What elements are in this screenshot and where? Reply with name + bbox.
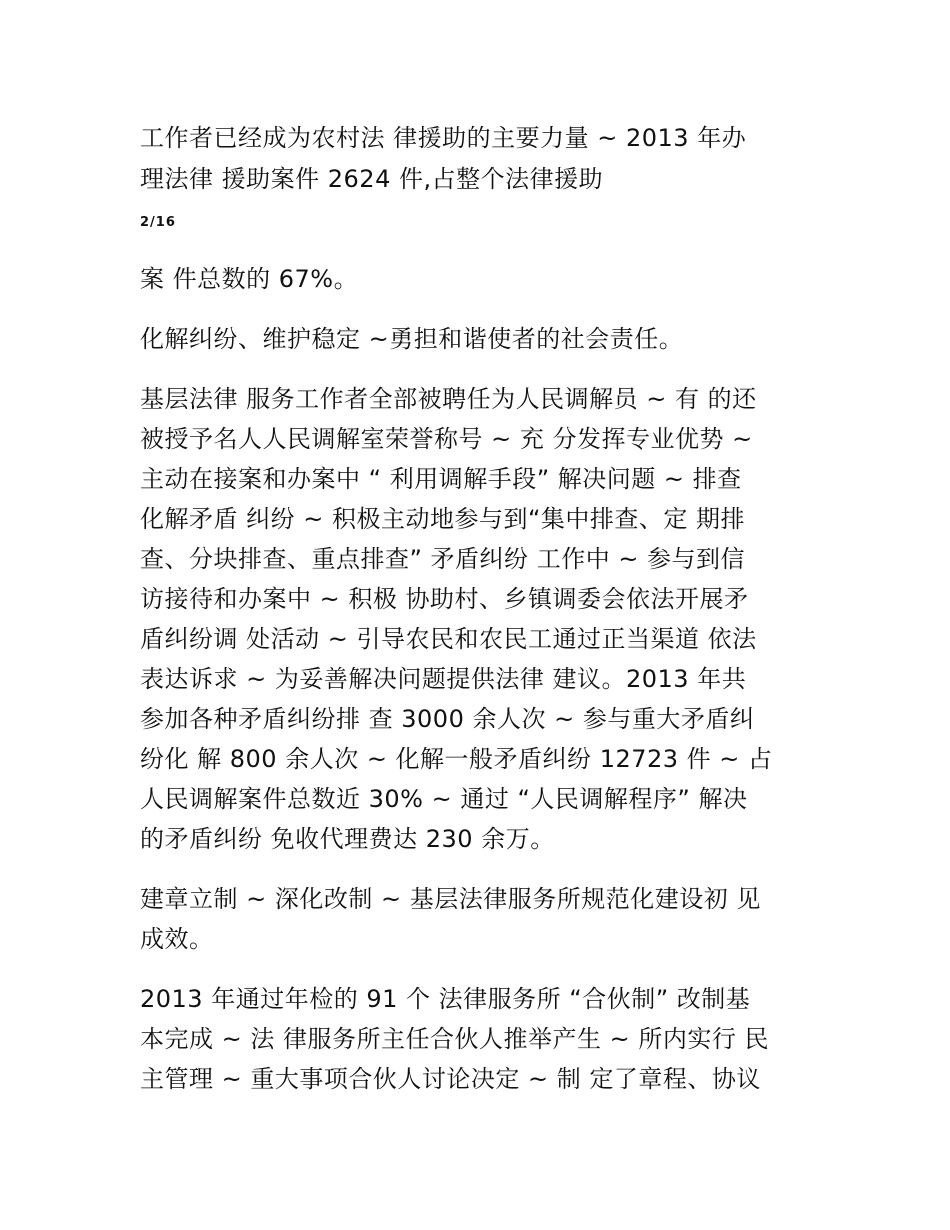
text-line-17: 建章立制 ~ 深化改制 ~ 基层法律服务所规范化建设初 见 xyxy=(140,885,761,913)
text-line-12: 表达诉求 ~ 为妥善解决问题提供法律 建议。2013 年共 xyxy=(140,665,747,693)
text-line-15: 人民调解案件总数近 30% ~ 通过 “人民调解程序” 解决 xyxy=(140,785,748,813)
text-line-13: 参加各种矛盾纠纷排 查 3000 余人次 ~ 参与重大矛盾纠 xyxy=(140,705,755,733)
text-line-18: 成效。 xyxy=(140,925,214,953)
text-line-7: 主动在接案和办案中 “ 利用调解手段” 解决问题 ~ 排查 xyxy=(140,465,742,493)
text-line-21: 主管理 ~ 重大事项合伙人讨论决定 ~ 制 定了章程、协议 xyxy=(140,1065,761,1093)
text-line-16: 的矛盾纠纷 免收代理费达 230 余万。 xyxy=(140,825,555,853)
text-line-4: 化解纠纷、维护稳定 ~勇担和谐使者的社会责任。 xyxy=(140,325,684,353)
text-line-14: 纷化 解 800 余人次 ~ 化解一般矛盾纠纷 12723 件 ~ 占 xyxy=(140,745,773,773)
text-line-20: 本完成 ~ 法 律服务所主任合伙人推举产生 ~ 所内实行 民 xyxy=(140,1025,769,1053)
text-line-19: 2013 年通过年检的 91 个 法律服务所 “合伙制” 改制基 xyxy=(140,985,751,1013)
text-line-6: 被授予名人人民调解室荣誉称号 ~ 充 分发挥专业优势 ~ xyxy=(140,425,753,453)
text-line-1: 工作者已经成为农村法 律援助的主要力量 ~ 2013 年办 xyxy=(140,124,747,152)
text-line-5: 基层法律 服务工作者全部被聘任为人民调解员 ~ 有 的还 xyxy=(140,385,757,413)
text-line-9: 查、分块排查、重点排查” 矛盾纠纷 工作中 ~ 参与到信 xyxy=(140,545,746,573)
text-line-10: 访接待和办案中 ~ 积极 协助村、乡镇调委会依法开展矛 xyxy=(140,585,749,613)
text-line-2: 理法律 援助案件 2624 件,占整个法律援助 xyxy=(140,165,604,193)
text-line-3: 案 件总数的 67%。 xyxy=(140,265,359,293)
text-line-8: 化解矛盾 纠纷 ~ 积极主动地参与到“集中排查、定 期排 xyxy=(140,505,746,533)
text-line-11: 盾纠纷调 处活动 ~ 引导农民和农民工通过正当渠道 依法 xyxy=(140,625,757,653)
page-number: 2/16 xyxy=(140,215,176,230)
